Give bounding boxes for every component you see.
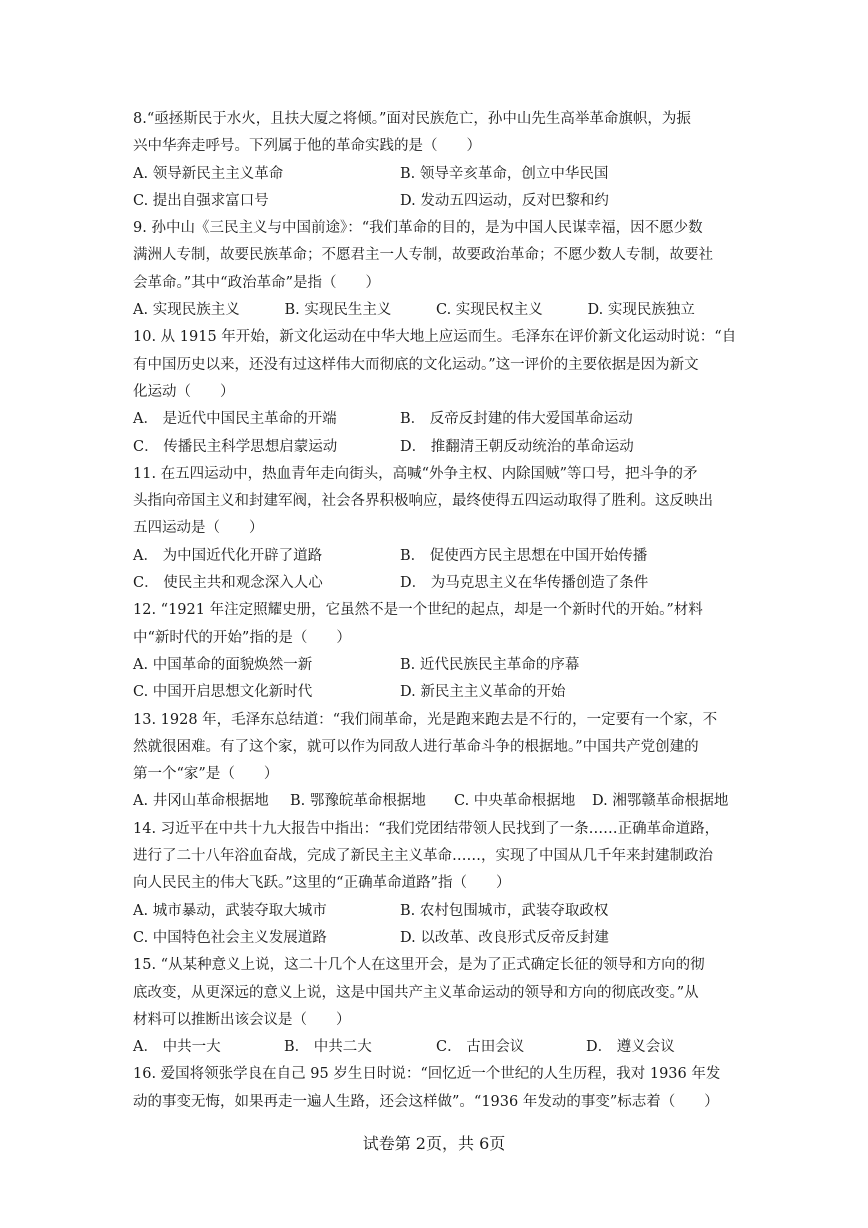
option-c: C． 古田会议 <box>436 1039 525 1056</box>
question-stem-line: 会革命。”其中“政治革命”是指（ ） <box>133 274 380 291</box>
options-row <box>133 297 739 324</box>
option-d: D. 实现民族独立 <box>587 302 695 319</box>
question-11 <box>133 461 739 597</box>
option-d: D． 推翻清王朝反动统治的革命运动 <box>400 438 634 455</box>
question-stem-line: 底改变，从更深远的意义上说，这是中国共产主义革命运动的领导和方向的彻底改变。”从 <box>133 984 699 1001</box>
question-stem-line: 材料可以推断出该会议是（ ） <box>133 1011 351 1028</box>
option-b: B. 实现民生主义 <box>284 302 392 319</box>
option-d: D． 为马克思主义在华传播创造了条件 <box>400 575 649 592</box>
question-stem-line: 头指向帝国主义和封建军阀，社会各界积极响应，最终使得五四运动取得了胜利。这反映出 <box>133 493 713 510</box>
option-c: C. 实现民权主义 <box>436 302 543 319</box>
option-d: D. 发动五四运动，反对巴黎和约 <box>400 192 609 209</box>
question-stem-line: 13. 1928 年，毛泽东总结道：“我们闹革命，光是跑来跑去是不行的，一定要有一个家，不 <box>133 711 718 728</box>
question-stem-line: 兴中华奔走呼号。下列属于他的革命实践的是（ ） <box>133 138 481 155</box>
options-row <box>133 1034 739 1061</box>
option-b: B. 领导辛亥革命，创立中华民国 <box>400 165 609 182</box>
question-stem-line: 11. 在五四运动中，热血青年走向街头，高喊“外争主权、内除国贼”等口号，把斗争的矛 <box>133 465 698 482</box>
question-12 <box>133 597 739 706</box>
option-a: A． 是近代中国民主革命的开端 <box>133 411 337 428</box>
question-16 <box>133 1061 739 1116</box>
question-stem-line: 五四运动是（ ） <box>133 520 264 537</box>
option-b: B. 近代民族民主革命的序幕 <box>400 656 580 673</box>
options-row <box>133 406 739 433</box>
question-stem-line: 第一个“家”是（ ） <box>133 766 279 783</box>
option-a: A. 实现民族主义 <box>133 302 240 319</box>
question-14 <box>133 816 739 952</box>
question-stem-line: 16. 爱国将领张学良在自己 95 岁生日时说：“回忆近一个世纪的人生历程，我对 1936 年发 <box>133 1066 721 1083</box>
question-stem-line: 满洲人专制，故要民族革命；不愿君主一人专制，故要政治革命；不愿少数人专制，故要社 <box>133 247 713 264</box>
option-c: C. 中国特色社会主义发展道路 <box>133 929 327 946</box>
question-stem-line: 12. “1921 年注定照耀史册，它虽然不是一个世纪的起点，却是一个新时代的开始。”材料 <box>133 602 703 619</box>
question-10 <box>133 324 739 460</box>
options-row <box>133 788 739 815</box>
question-stem-line: 进行了二十八年浴血奋战，完成了新民主主义革命……，实现了中国从几千年来封建制政治 <box>133 848 713 865</box>
question-15 <box>133 952 739 1061</box>
question-stem-line: 10. 从 1915 年开始，新文化运动在中华大地上应运而生。毛泽东在评价新文化运动时说：“自 <box>133 329 737 346</box>
option-b: B． 中共二大 <box>284 1039 372 1056</box>
option-a: A. 领导新民主主义革命 <box>133 165 284 182</box>
option-b: B． 反帝反封建的伟大爱国革命运动 <box>400 411 633 428</box>
question-8 <box>133 106 739 215</box>
option-b: B. 鄂豫皖革命根据地 <box>290 793 426 810</box>
option-c: C． 传播民主科学思想启蒙运动 <box>133 438 338 455</box>
option-d: D. 以改革、改良形式反帝反封建 <box>400 929 609 946</box>
question-9 <box>133 215 739 324</box>
options-row <box>133 925 739 952</box>
question-stem-line: 向人民民主的伟大飞跃。”这里的“正确革命道路”指（ ） <box>133 875 511 892</box>
question-stem-line: 动的事变无悔，如果再走一遍人生路，还会这样做”。“1936 年发动的事变”标志着（ ） <box>133 1093 719 1110</box>
question-stem-line: 8.“亟拯斯民于水火，且扶大厦之将倾。”面对民族危亡，孙中山先生高举革命旗帜，为振 <box>133 111 691 127</box>
option-b: B. 农村包围城市，武装夺取政权 <box>400 902 609 919</box>
options-row <box>133 188 739 215</box>
question-stem-line: 化运动（ ） <box>133 383 235 400</box>
page-footer: 试卷第 2页，共 6页 <box>362 1134 506 1153</box>
option-a: A. 城市暴动，武装夺取大城市 <box>133 902 327 919</box>
options-row <box>133 543 739 570</box>
option-d: D． 遵义会议 <box>586 1039 675 1056</box>
question-stem-line: 14. 习近平在中共十九大报告中指出：“我们党团结带领人民找到了一条……正确革命道路， <box>133 820 720 837</box>
options-row <box>133 570 739 597</box>
option-b: B． 促使西方民主思想在中国开始传播 <box>400 547 648 564</box>
question-stem-line: 15. “从某种意义上说，这二十几个人在这里开会，是为了正式确定长征的领导和方向的彻 <box>133 957 705 974</box>
options-row <box>133 161 739 188</box>
option-a: A. 中国革命的面貌焕然一新 <box>133 656 313 673</box>
options-row <box>133 679 739 706</box>
option-c: C. 中央革命根据地 <box>454 793 576 810</box>
option-d: D. 湘鄂赣革命根据地 <box>592 793 729 810</box>
option-c: C. 提出自强求富口号 <box>133 192 269 209</box>
option-a: A. 井冈山革命根据地 <box>133 793 269 810</box>
question-stem-line: 然就很困难。有了这个家，就可以作为同敌人进行革命斗争的根据地。”中国共产党创建的 <box>133 738 699 755</box>
option-a: A． 中共一大 <box>133 1039 221 1056</box>
option-a: A． 为中国近代化开辟了道路 <box>133 547 323 564</box>
question-stem-line: 9. 孙中山《三民主义与中国前途》：“我们革命的目的，是为中国人民谋幸福，因不愿少数 <box>133 220 703 237</box>
options-row <box>133 898 739 925</box>
question-list <box>133 106 739 1116</box>
option-d: D. 新民主主义革命的开始 <box>400 684 566 701</box>
option-c: C. 中国开启思想文化新时代 <box>133 684 313 701</box>
options-row <box>133 434 739 461</box>
option-c: C． 使民主共和观念深入人心 <box>133 575 323 592</box>
question-13 <box>133 707 739 816</box>
question-stem-line: 有中国历史以来，还没有过这样伟大而彻底的文化运动。”这一评价的主要依据是因为新文 <box>133 356 699 373</box>
question-stem-line: 中“新时代的开始”指的是（ ） <box>133 629 351 646</box>
options-row <box>133 652 739 679</box>
